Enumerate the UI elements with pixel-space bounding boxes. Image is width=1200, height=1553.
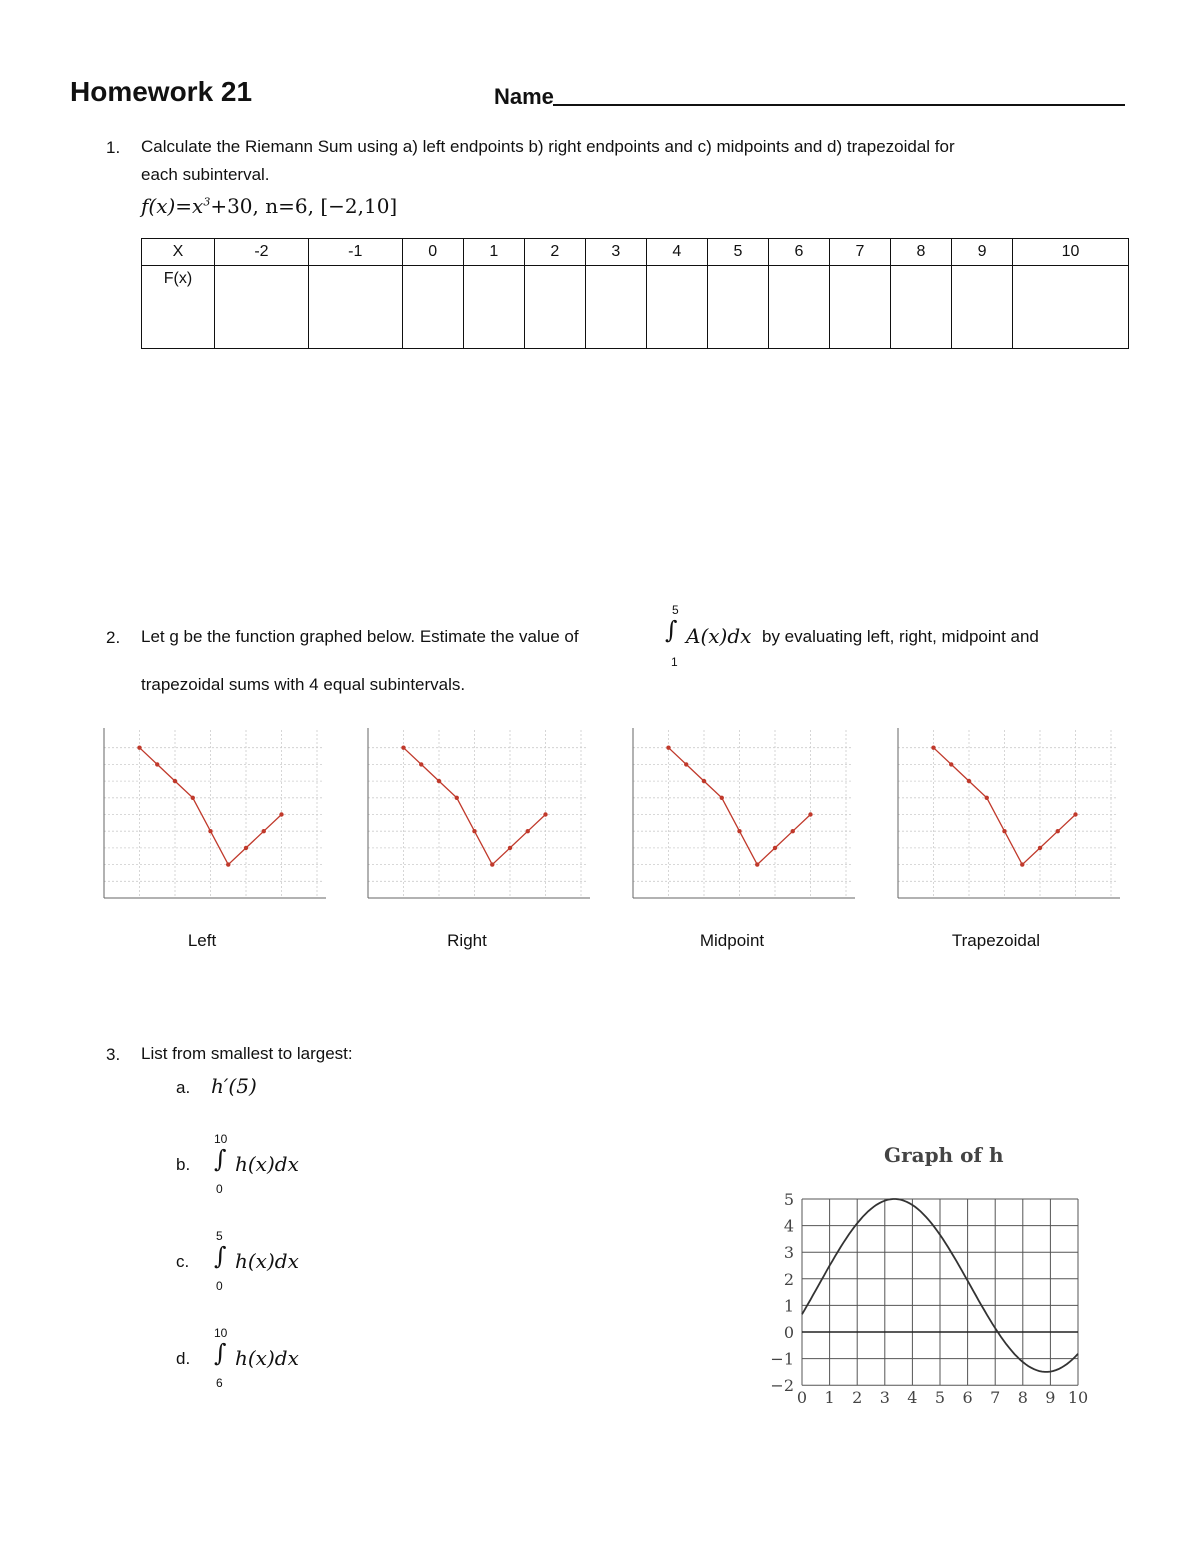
q3-item-d-expr: h(x)dx: [235, 1346, 299, 1370]
data-point: [791, 829, 795, 833]
q1-number: 1.: [106, 138, 121, 157]
graph-label-left: Left: [187, 931, 217, 950]
q2-line2: trapezoidal sums with 4 equal subintervals.: [141, 675, 466, 694]
data-point: [401, 746, 405, 750]
x-tick-label: 1: [824, 1388, 835, 1408]
y-tick-label: 4: [783, 1216, 794, 1236]
table-cell-fx[interactable]: [768, 266, 829, 349]
table-cell-fx[interactable]: [1013, 266, 1129, 349]
x-tick-label: 7: [990, 1388, 1001, 1408]
graph-label-trapezoidal: Trapezoidal: [951, 931, 1041, 950]
y-tick-label: −2: [770, 1376, 794, 1396]
data-point: [985, 796, 989, 800]
y-tick-label: 0: [783, 1323, 794, 1342]
integral-icon: ∫: [214, 1145, 227, 1173]
table-cell-x: -1: [308, 239, 402, 266]
q3-prompt: List from smallest to largest:: [141, 1044, 353, 1063]
data-point: [1073, 812, 1077, 816]
table-cell-x: 8: [890, 239, 951, 266]
table-cell-x: 3: [585, 239, 646, 266]
table-cell-x: 9: [952, 239, 1013, 266]
table-cell-x: -2: [215, 239, 309, 266]
graph-of-h: [760, 1180, 1100, 1420]
q1-fx-rest: +30, n=6, [−2,10]: [210, 194, 398, 218]
table-cell-fx[interactable]: [890, 266, 951, 349]
graph-trapezoidal: [886, 722, 1126, 916]
q3-item-c-letter: c.: [176, 1252, 190, 1271]
graph-right: [356, 722, 596, 916]
x-tick-label: 0: [796, 1388, 808, 1408]
table-cell-fx[interactable]: [707, 266, 768, 349]
data-point: [808, 812, 812, 816]
q3-item-a-expr: h′(5): [211, 1074, 257, 1098]
table-header-fx: F(x): [142, 266, 215, 349]
graph-label-right: Right: [447, 931, 487, 950]
data-point: [666, 746, 670, 750]
data-point: [967, 779, 971, 783]
q3-item-b-upper: 10: [214, 1132, 228, 1146]
data-point: [684, 762, 688, 766]
table-cell-fx[interactable]: [585, 266, 646, 349]
table-cell-x: 10: [1013, 239, 1129, 266]
data-point: [472, 829, 476, 833]
x-tick-label: 10: [1067, 1388, 1089, 1408]
table-cell-fx[interactable]: [215, 266, 309, 349]
data-point: [1002, 829, 1006, 833]
q3-item-b-expr: h(x)dx: [235, 1152, 299, 1176]
q3-item-b-letter: b.: [176, 1155, 191, 1174]
data-point: [720, 796, 724, 800]
table-cell-x: 2: [524, 239, 585, 266]
x-tick-label: 9: [1045, 1388, 1056, 1408]
name-label: Name: [494, 84, 554, 109]
integral-icon: ∫: [214, 1339, 227, 1367]
data-point: [702, 779, 706, 783]
x-tick-label: 2: [852, 1388, 863, 1408]
q2-number: 2.: [106, 628, 121, 647]
data-point: [1020, 862, 1024, 866]
data-point: [490, 862, 494, 866]
graph-midpoint: [621, 722, 861, 916]
q3-item-c-expr: h(x)dx: [235, 1249, 299, 1273]
data-point: [226, 862, 230, 866]
table-cell-fx[interactable]: [402, 266, 463, 349]
data-point: [526, 829, 530, 833]
data-point: [244, 846, 248, 850]
q3-item-a-letter: a.: [176, 1078, 191, 1097]
y-tick-label: −1: [770, 1349, 794, 1369]
data-point: [1038, 846, 1042, 850]
data-point: [419, 762, 423, 766]
q1-exponent: 3: [203, 195, 211, 209]
data-point: [737, 829, 741, 833]
data-point: [543, 812, 547, 816]
data-point: [137, 746, 141, 750]
q3-item-b-lower: 0: [216, 1182, 223, 1196]
y-tick-label: 3: [783, 1243, 794, 1263]
data-point: [1056, 829, 1060, 833]
q3-item-d-letter: d.: [176, 1349, 191, 1368]
integral-icon: ∫: [665, 616, 678, 644]
q2-text-after: by evaluating left, right, midpoint and: [762, 627, 1039, 646]
q1-fx: f(x)=x: [141, 194, 204, 218]
table-cell-x: 6: [768, 239, 829, 266]
q2-integrand: A(x)dx: [686, 624, 752, 648]
table-cell-fx[interactable]: [308, 266, 402, 349]
table-header-x: X: [142, 239, 215, 266]
integral-icon: ∫: [214, 1242, 227, 1270]
q1-line2: each subinterval.: [141, 165, 270, 184]
x-tick-label: 6: [962, 1388, 973, 1408]
q3-item-d-upper: 10: [214, 1326, 228, 1340]
table-cell-x: 0: [402, 239, 463, 266]
q1-text: [141, 133, 1141, 189]
q3-item-d-lower: 6: [216, 1376, 223, 1390]
q1-line1: Calculate the Riemann Sum using a) left endpoints b) right endpoints and c) midpoints and d) trapezoidal for: [141, 137, 955, 156]
x-tick-label: 5: [934, 1388, 946, 1408]
data-point: [173, 779, 177, 783]
data-point: [437, 779, 441, 783]
y-tick-label: 1: [783, 1296, 794, 1316]
table-row-fx: [142, 266, 1129, 349]
value-table: [141, 238, 1129, 349]
q2-text-before: Let g be the function graphed below. Estimate the value of: [141, 627, 579, 646]
data-point: [931, 746, 935, 750]
table-cell-fx[interactable]: [646, 266, 707, 349]
table-cell-x: 4: [646, 239, 707, 266]
data-point: [155, 762, 159, 766]
data-point: [191, 796, 195, 800]
table-cell-x: 7: [829, 239, 890, 266]
name-input-line[interactable]: [553, 104, 1125, 106]
data-point: [949, 762, 953, 766]
data-point: [755, 862, 759, 866]
q3-item-c-upper: 5: [216, 1229, 223, 1243]
q2-lower-limit: 1: [671, 655, 678, 669]
q3-item-c-lower: 0: [216, 1279, 223, 1293]
data-point: [508, 846, 512, 850]
q2-upper-limit: 5: [672, 603, 679, 617]
graph-left: [92, 722, 332, 916]
data-point: [279, 812, 283, 816]
page-title: Homework 21: [70, 76, 253, 107]
data-point: [262, 829, 266, 833]
table-cell-fx[interactable]: [524, 266, 585, 349]
graph-h-title: Graph of h: [884, 1143, 1004, 1167]
table-cell-fx[interactable]: [829, 266, 890, 349]
table-cell-fx[interactable]: [463, 266, 524, 349]
table-cell-x: 5: [707, 239, 768, 266]
x-tick-label: 3: [879, 1388, 890, 1408]
y-tick-label: 5: [783, 1190, 794, 1209]
q1-function: [141, 194, 397, 218]
table-row-x: [142, 239, 1129, 266]
x-tick-label: 8: [1017, 1388, 1028, 1408]
data-point: [455, 796, 459, 800]
data-point: [208, 829, 212, 833]
data-point: [773, 846, 777, 850]
graph-label-midpoint: Midpoint: [699, 931, 765, 950]
table-cell-x: 1: [463, 239, 524, 266]
x-tick-label: 4: [907, 1388, 918, 1408]
y-tick-label: 2: [783, 1269, 794, 1289]
table-cell-fx[interactable]: [952, 266, 1013, 349]
q3-number: 3.: [106, 1045, 121, 1064]
